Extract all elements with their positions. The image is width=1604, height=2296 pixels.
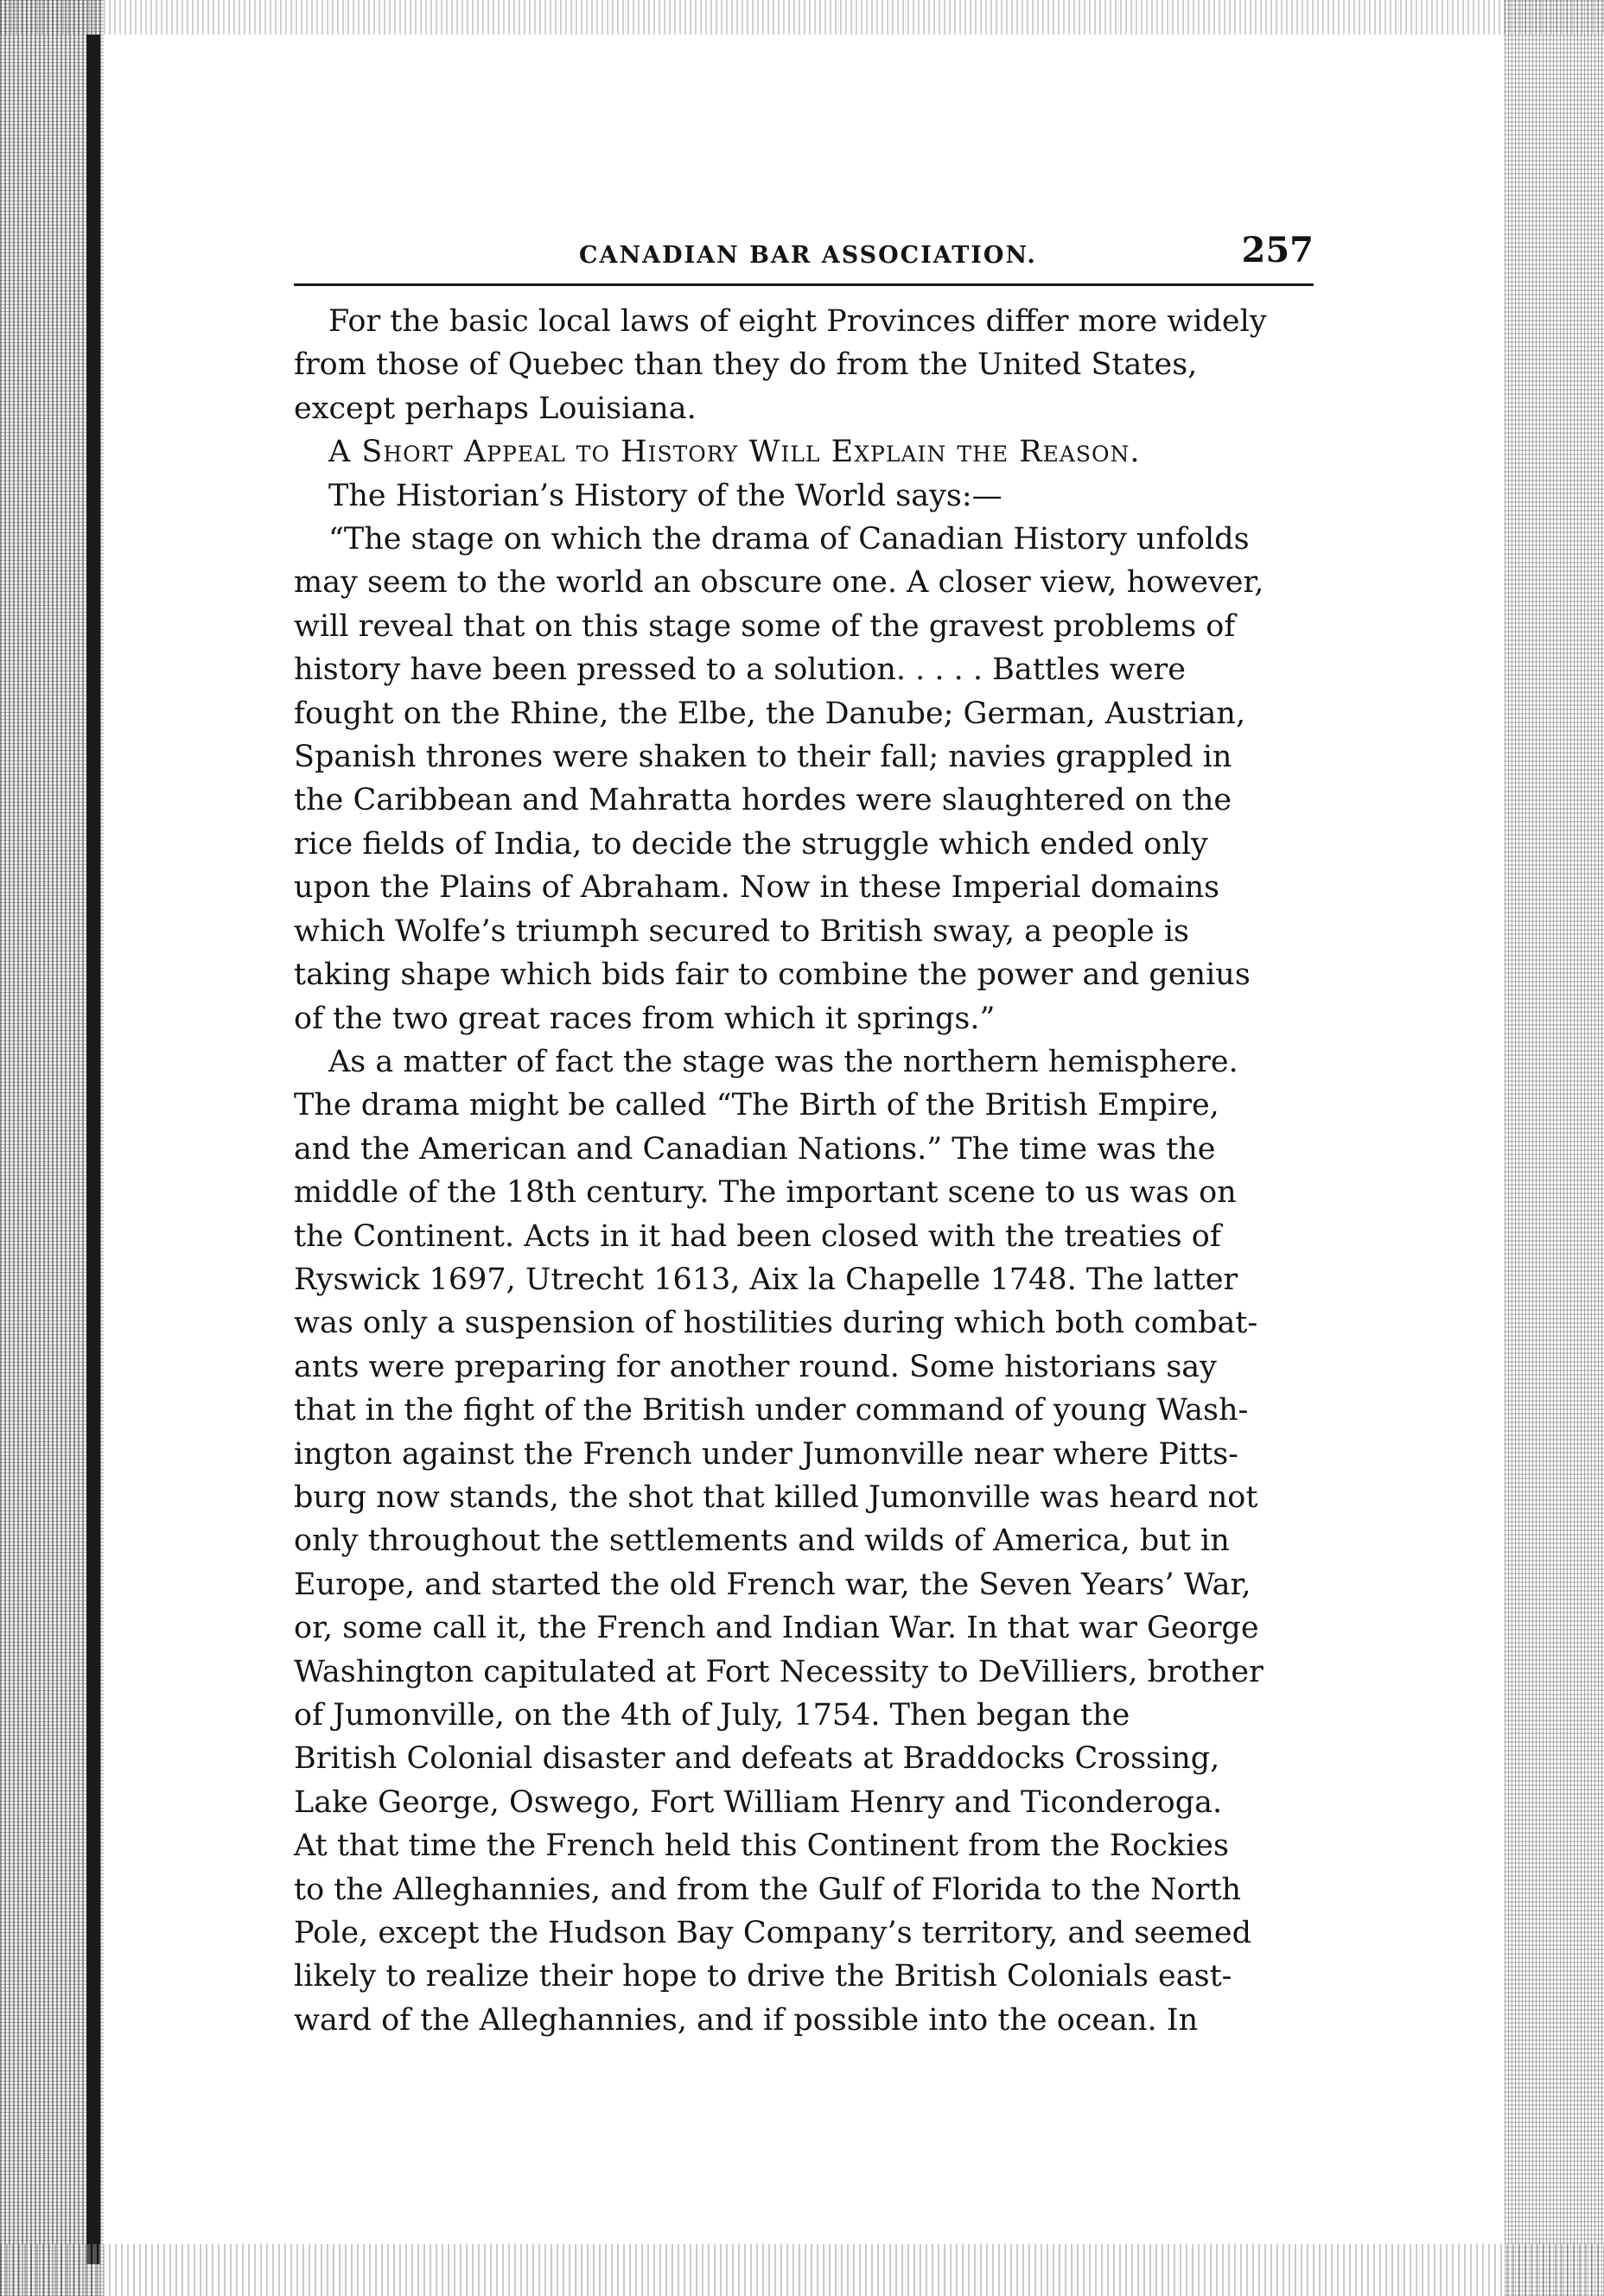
text-line: likely to realize their hope to drive the British Colonials east- bbox=[294, 1959, 1232, 1994]
book-page bbox=[294, 225, 1331, 2042]
quote-line: upon the Plains of Abraham. Now in these Imperial domains bbox=[294, 870, 1220, 906]
running-title: CANADIAN BAR ASSOCIATION. bbox=[579, 242, 1037, 269]
text-line: The Historian’s History of the World says:— bbox=[328, 478, 1002, 513]
text-line: For the basic local laws of eight Provinces differ more widely bbox=[328, 304, 1267, 339]
text-line: middle of the 18th century. The important scene to us was on bbox=[294, 1175, 1237, 1211]
quote-line: Spanish thrones were shaken to their fall; navies grappled in bbox=[294, 740, 1232, 775]
text-line: At that time the French held this Continent from the Rockies bbox=[294, 1829, 1229, 1864]
text-line: only throughout the settlements and wilds of America, but in bbox=[294, 1523, 1230, 1559]
scan-edge-top bbox=[0, 0, 1604, 35]
text-line: from those of Quebec than they do from the United States, bbox=[294, 347, 1198, 383]
text-line: Washington capitulated at Fort Necessity to DeVilliers, brother bbox=[294, 1654, 1263, 1689]
quote-line: taking shape which bids fair to combine the power and genius bbox=[294, 957, 1251, 993]
text-line: Ryswick 1697, Utrecht 1613, Aix la Chapelle 1748. The latter bbox=[294, 1262, 1238, 1297]
text-line: the Continent. Acts in it had been closed with the treaties of bbox=[294, 1218, 1221, 1254]
text-line: of Jumonville, on the 4th of July, 1754. Then began the bbox=[294, 1698, 1130, 1733]
header-rule bbox=[294, 283, 1314, 286]
text-line: burg now stands, the shot that killed Jumonville was heard not bbox=[294, 1479, 1258, 1515]
quote-line: of the two great races from which it springs.” bbox=[294, 1001, 996, 1036]
quote-line: fought on the Rhine, the Elbe, the Danube; German, Austrian, bbox=[294, 696, 1246, 731]
running-head bbox=[294, 225, 1331, 278]
quote-line: the Caribbean and Mahratta hordes were slaughtered on the bbox=[294, 783, 1232, 818]
text-line: that in the fight of the British under command of young Wash- bbox=[294, 1393, 1249, 1428]
quote-line: history have been pressed to a solution. . . . . Battles were bbox=[294, 652, 1186, 688]
text-line: to the Alleghannies, and from the Gulf of Florida to the North bbox=[294, 1872, 1242, 1907]
quote-line: rice fields of India, to decide the struggle which ended only bbox=[294, 826, 1208, 862]
quote-line: which Wolfe’s triumph secured to British sway, a people is bbox=[294, 913, 1190, 949]
text-line: ington against the French under Jumonville near where Pitts- bbox=[294, 1436, 1238, 1472]
quote-line: may seem to the world an obscure one. A closer view, however, bbox=[294, 565, 1264, 601]
text-line: Pole, except the Hudson Bay Company’s territory, and seemed bbox=[294, 1916, 1251, 1951]
scan-edge-right bbox=[1505, 0, 1604, 2296]
text-line: ants were preparing for another round. Some historians say bbox=[294, 1349, 1217, 1384]
scan-edge-bottom bbox=[0, 2244, 1604, 2296]
quote-line: will reveal that on this stage some of the gravest problems of bbox=[294, 608, 1236, 644]
text-line: The drama might be called “The Birth of the British Empire, bbox=[294, 1088, 1219, 1123]
binding-shadow bbox=[86, 35, 100, 2264]
text-line: Europe, and started the old French war, the Seven Years’ War, bbox=[294, 1567, 1251, 1602]
text-line: As a matter of fact the stage was the northern hemisphere. bbox=[328, 1044, 1238, 1079]
section-heading: A Short Appeal to History Will Explain the Reason. bbox=[328, 435, 1141, 470]
text-line: and the American and Canadian Nations.” The time was the bbox=[294, 1131, 1216, 1167]
text-line: British Colonial disaster and defeats at Braddocks Crossing, bbox=[294, 1741, 1220, 1777]
page-number: 257 bbox=[1241, 230, 1314, 270]
quote-line: “The stage on which the drama of Canadian History unfolds bbox=[328, 522, 1250, 557]
text-line: was only a suspension of hostilities during which both combat- bbox=[294, 1306, 1258, 1341]
text-line: Lake George, Oswego, Fort William Henry and Ticonderoga. bbox=[294, 1784, 1223, 1820]
body-text bbox=[294, 300, 1309, 2042]
text-line: ward of the Alleghannies, and if possible into the ocean. In bbox=[294, 2002, 1199, 2038]
text-line: except perhaps Louisiana. bbox=[294, 391, 697, 426]
text-line: or, some call it, the French and Indian War. In that war George bbox=[294, 1611, 1259, 1646]
